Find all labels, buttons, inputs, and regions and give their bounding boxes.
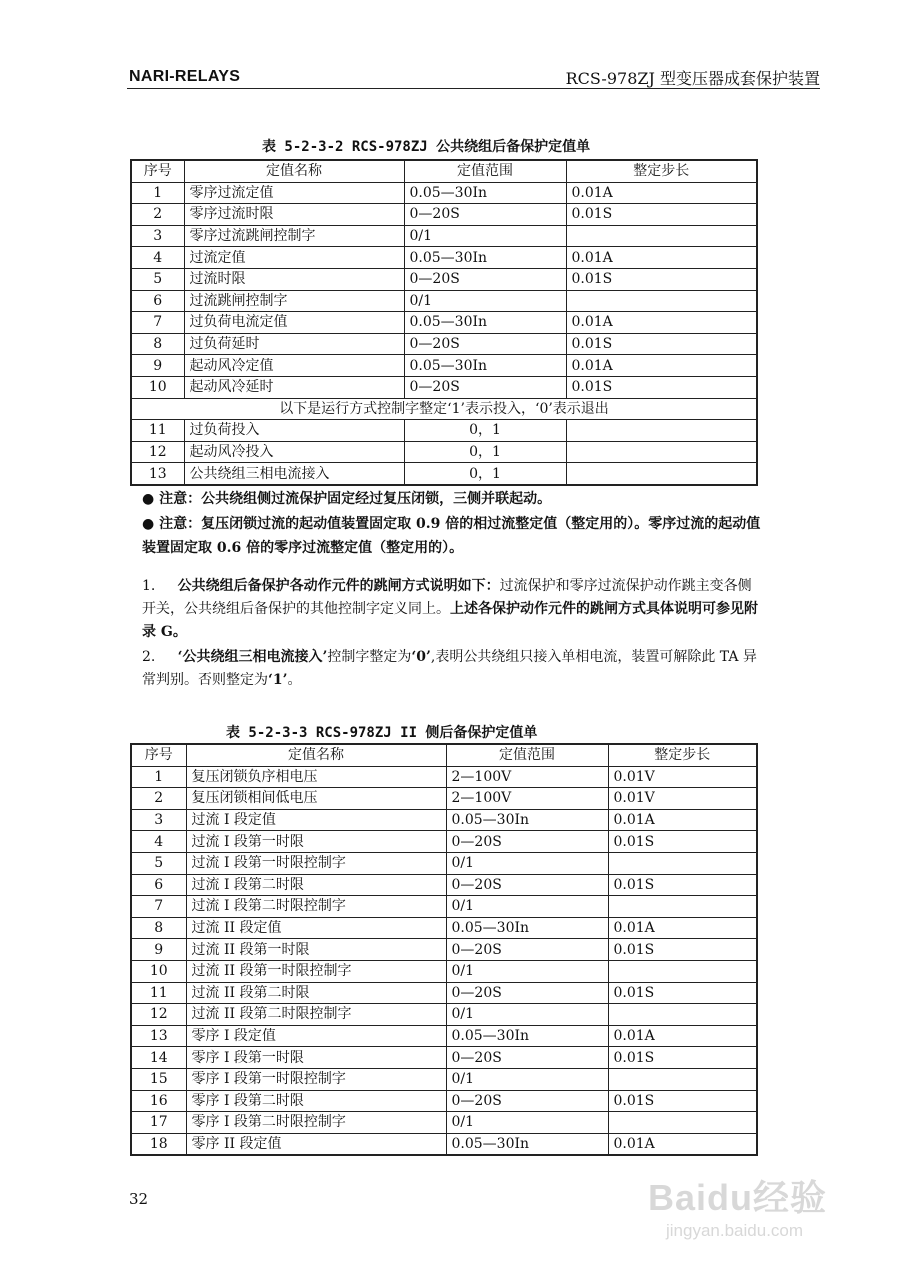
cell-index: 10 xyxy=(131,376,184,398)
cell-index: 9 xyxy=(131,939,186,961)
document-title-header: RCS-978ZJ 型变压器成套保护装置 xyxy=(565,69,820,88)
table-row xyxy=(131,247,757,269)
para2-bold: ‘公共绕组三相电流接入’ xyxy=(177,649,328,665)
cell-step: 0.01A xyxy=(566,355,757,377)
cell-step: 0.01S xyxy=(608,831,757,853)
cell-range: 0，1 xyxy=(404,441,566,463)
cell-range: 0.05—30In xyxy=(446,1133,608,1155)
cell-step: 0.01A xyxy=(608,1133,757,1155)
common-winding-settings-table xyxy=(130,159,758,486)
table-row xyxy=(131,376,757,398)
para2-text3: 。 xyxy=(287,672,302,688)
cell-setting-name: 起动风冷延时 xyxy=(184,376,404,398)
cell-index: 4 xyxy=(131,247,184,269)
cell-setting-name: 过流时限 xyxy=(184,268,404,290)
table-row xyxy=(131,204,757,226)
table-row xyxy=(131,917,757,939)
cell-index: 2 xyxy=(131,204,184,226)
header-setting-name: 定值名称 xyxy=(184,160,404,182)
cell-step xyxy=(608,1004,757,1026)
table-row xyxy=(131,441,757,463)
table-row xyxy=(131,268,757,290)
table-row xyxy=(131,312,757,334)
cell-step: 0.01A xyxy=(566,247,757,269)
cell-index: 1 xyxy=(131,182,184,204)
table1-caption: 表 5-2-3-2 RCS-978ZJ 公共绕组后备保护定值单 xyxy=(262,139,591,155)
cell-index: 8 xyxy=(131,333,184,355)
cell-range: 0/1 xyxy=(446,1112,608,1134)
table2-caption: 表 5-2-3-3 RCS-978ZJ II 侧后备保护定值单 xyxy=(226,725,538,741)
cell-range: 0—20S xyxy=(404,376,566,398)
cell-index: 6 xyxy=(131,290,184,312)
cell-index: 12 xyxy=(131,1004,186,1026)
watermark-logo: Baidu经验 xyxy=(648,1177,828,1218)
cell-index: 5 xyxy=(131,852,186,874)
cell-range: 0—20S xyxy=(446,874,608,896)
page-number: 32 xyxy=(129,1190,149,1208)
cell-setting-name: 零序 I 段第二时限控制字 xyxy=(186,1112,446,1134)
cell-setting-name: 公共绕组三相电流接入 xyxy=(184,463,404,485)
cell-step: 0.01S xyxy=(608,874,757,896)
baidu-watermark xyxy=(648,1170,827,1241)
cell-step xyxy=(566,290,757,312)
header-range: 定值范围 xyxy=(404,160,566,182)
cell-index: 16 xyxy=(131,1090,186,1112)
cell-setting-name: 过流定值 xyxy=(184,247,404,269)
cell-setting-name: 起动风冷定值 xyxy=(184,355,404,377)
cell-step: 0.01A xyxy=(566,182,757,204)
cell-step xyxy=(566,463,757,485)
cell-index: 2 xyxy=(131,788,186,810)
cell-index: 15 xyxy=(131,1068,186,1090)
table-header-row xyxy=(131,160,757,182)
table-row xyxy=(131,463,757,485)
cell-step xyxy=(566,420,757,442)
cell-range: 0.05—30In xyxy=(446,809,608,831)
cell-range: 2—100V xyxy=(446,766,608,788)
cell-range: 0—20S xyxy=(446,982,608,1004)
cell-setting-name: 零序 I 段第二时限 xyxy=(186,1090,446,1112)
para2-bold3: ‘1’ xyxy=(268,672,288,688)
cell-range: 0—20S xyxy=(404,268,566,290)
cell-setting-name: 零序过流时限 xyxy=(184,204,404,226)
cell-range: 0—20S xyxy=(446,1047,608,1069)
table-row xyxy=(131,809,757,831)
table-row xyxy=(131,1068,757,1090)
paragraph-1 xyxy=(142,575,762,644)
cell-range: 0/1 xyxy=(446,1068,608,1090)
cell-index: 7 xyxy=(131,896,186,918)
cell-setting-name: 过负荷延时 xyxy=(184,333,404,355)
cell-index: 14 xyxy=(131,1047,186,1069)
cell-index: 3 xyxy=(131,809,186,831)
table-row xyxy=(131,355,757,377)
cell-setting-name: 过流 I 段定值 xyxy=(186,809,446,831)
cell-index: 3 xyxy=(131,225,184,247)
cell-range: 0/1 xyxy=(446,960,608,982)
cell-step xyxy=(608,896,757,918)
table-row xyxy=(131,788,757,810)
cell-index: 11 xyxy=(131,420,184,442)
header-index: 序号 xyxy=(131,744,186,766)
cell-setting-name: 零序 II 段定值 xyxy=(186,1133,446,1155)
cell-step: 0.01S xyxy=(566,376,757,398)
header-index: 序号 xyxy=(131,160,184,182)
cell-step: 0.01S xyxy=(566,268,757,290)
cell-range: 0/1 xyxy=(404,290,566,312)
cell-setting-name: 零序过流定值 xyxy=(184,182,404,204)
cell-setting-name: 过流 II 段第二时限 xyxy=(186,982,446,1004)
table-row xyxy=(131,766,757,788)
cell-step xyxy=(608,1112,757,1134)
table-row xyxy=(131,333,757,355)
cell-step xyxy=(608,1068,757,1090)
table-row xyxy=(131,982,757,1004)
paragraph-2 xyxy=(142,646,762,692)
cell-step: 0.01V xyxy=(608,766,757,788)
cell-setting-name: 过流 II 段第一时限控制字 xyxy=(186,960,446,982)
table-row xyxy=(131,1047,757,1069)
cell-range: 2—100V xyxy=(446,788,608,810)
table-row xyxy=(131,852,757,874)
cell-range: 0，1 xyxy=(404,463,566,485)
table-row xyxy=(131,1090,757,1112)
cell-index: 17 xyxy=(131,1112,186,1134)
cell-index: 18 xyxy=(131,1133,186,1155)
cell-step: 0.01A xyxy=(566,312,757,334)
cell-index: 6 xyxy=(131,874,186,896)
para1-text: 过流保护和零序过流保护动作跳主变各侧开关，公共绕组后备保护的其他控制字定义同上。 xyxy=(142,578,752,617)
table-row xyxy=(131,1025,757,1047)
cell-index: 4 xyxy=(131,831,186,853)
control-word-note: 以下是运行方式控制字整定‘1’表示投入，‘0’表示退出 xyxy=(131,398,757,420)
cell-setting-name: 复压闭锁相间低电压 xyxy=(186,788,446,810)
cell-range: 0—20S xyxy=(404,333,566,355)
cell-step: 0.01S xyxy=(608,939,757,961)
para2-bold2: ‘0’ xyxy=(411,649,431,665)
watermark-url: jingyan.baidu.com xyxy=(666,1221,804,1240)
cell-setting-name: 过负荷投入 xyxy=(184,420,404,442)
cell-setting-name: 过流 II 段第一时限 xyxy=(186,939,446,961)
note-1: ● 注意：公共绕组侧过流保护固定经过复压闭锁，三侧并联起动。 xyxy=(142,491,552,507)
note-2: ● 注意：复压闭锁过流的起动值装置固定取 0.9 倍的相过流整定值（整定用的）。零序过流的起动值装置固定取 0.6 倍的零序过流整定值（整定用的）。 xyxy=(142,516,761,556)
cell-setting-name: 起动风冷投入 xyxy=(184,441,404,463)
cell-range: 0/1 xyxy=(404,225,566,247)
cell-setting-name: 复压闭锁负序相电压 xyxy=(186,766,446,788)
cell-range: 0.05—30In xyxy=(446,1025,608,1047)
cell-index: 7 xyxy=(131,312,184,334)
cell-range: 0—20S xyxy=(446,939,608,961)
cell-range: 0—20S xyxy=(404,204,566,226)
cell-setting-name: 零序过流跳闸控制字 xyxy=(184,225,404,247)
table-row xyxy=(131,896,757,918)
cell-step xyxy=(566,225,757,247)
cell-setting-name: 过流 I 段第一时限控制字 xyxy=(186,852,446,874)
cell-step: 0.01S xyxy=(566,204,757,226)
cell-index: 5 xyxy=(131,268,184,290)
cell-index: 12 xyxy=(131,441,184,463)
cell-step: 0.01A xyxy=(608,809,757,831)
table-row xyxy=(131,1133,757,1155)
cell-setting-name: 过流 II 段定值 xyxy=(186,917,446,939)
para2-number: 2. xyxy=(142,649,156,665)
cell-step xyxy=(566,441,757,463)
cell-index: 1 xyxy=(131,766,186,788)
cell-range: 0.05—30In xyxy=(404,355,566,377)
cell-step: 0.01S xyxy=(608,1090,757,1112)
table-row xyxy=(131,290,757,312)
cell-range: 0.05—30In xyxy=(446,917,608,939)
table-row xyxy=(131,182,757,204)
cell-setting-name: 过流 I 段第二时限 xyxy=(186,874,446,896)
header-divider xyxy=(127,88,820,89)
cell-step xyxy=(608,852,757,874)
cell-range: 0，1 xyxy=(404,420,566,442)
side2-backup-settings-table xyxy=(130,743,758,1156)
cell-step: 0.01A xyxy=(608,917,757,939)
cell-setting-name: 过流 II 段第二时限控制字 xyxy=(186,1004,446,1026)
table-span-row xyxy=(131,398,757,420)
cell-range: 0/1 xyxy=(446,1004,608,1026)
cell-index: 11 xyxy=(131,982,186,1004)
brand-header: NARI-RELAYS xyxy=(129,68,241,85)
table-row xyxy=(131,960,757,982)
table-header-row xyxy=(131,744,757,766)
cell-step: 0.01V xyxy=(608,788,757,810)
cell-step xyxy=(608,960,757,982)
table-row xyxy=(131,225,757,247)
header-range: 定值范围 xyxy=(446,744,608,766)
cell-setting-name: 过流 I 段第二时限控制字 xyxy=(186,896,446,918)
para2-text: 控制字整定为 xyxy=(327,649,412,665)
cell-setting-name: 过负荷电流定值 xyxy=(184,312,404,334)
cell-range: 0/1 xyxy=(446,896,608,918)
table-row xyxy=(131,939,757,961)
cell-range: 0—20S xyxy=(446,1090,608,1112)
cell-range: 0/1 xyxy=(446,852,608,874)
table-row xyxy=(131,1004,757,1026)
cell-range: 0.05—30In xyxy=(404,182,566,204)
para1-number: 1. xyxy=(142,578,156,594)
cell-index: 10 xyxy=(131,960,186,982)
table-row xyxy=(131,874,757,896)
cell-step: 0.01S xyxy=(566,333,757,355)
para1-bold: 公共绕组后备保护各动作元件的跳闸方式说明如下： xyxy=(177,578,500,594)
cell-range: 0—20S xyxy=(446,831,608,853)
para1-bold2: 上述各保护动作元件的跳闸方式具体说明可参见附录 G。 xyxy=(142,601,758,640)
para2-text2: ,表明公共绕组只接入单相电流，装置可解除此 TA 异常判别。否则整定为 xyxy=(142,649,757,688)
cell-step: 0.01S xyxy=(608,1047,757,1069)
cell-setting-name: 过流跳闸控制字 xyxy=(184,290,404,312)
header-step: 整定步长 xyxy=(566,160,757,182)
cell-index: 13 xyxy=(131,1025,186,1047)
cell-setting-name: 零序 I 段定值 xyxy=(186,1025,446,1047)
cell-range: 0.05—30In xyxy=(404,247,566,269)
table-row xyxy=(131,420,757,442)
cell-step: 0.01S xyxy=(608,982,757,1004)
cell-setting-name: 零序 I 段第一时限 xyxy=(186,1047,446,1069)
cell-range: 0.05—30In xyxy=(404,312,566,334)
cell-step: 0.01A xyxy=(608,1025,757,1047)
header-setting-name: 定值名称 xyxy=(186,744,446,766)
cell-setting-name: 过流 I 段第一时限 xyxy=(186,831,446,853)
cell-setting-name: 零序 I 段第一时限控制字 xyxy=(186,1068,446,1090)
cell-index: 9 xyxy=(131,355,184,377)
cell-index: 8 xyxy=(131,917,186,939)
cell-index: 13 xyxy=(131,463,184,485)
table-row xyxy=(131,1112,757,1134)
table-row xyxy=(131,831,757,853)
header-step: 整定步长 xyxy=(608,744,757,766)
